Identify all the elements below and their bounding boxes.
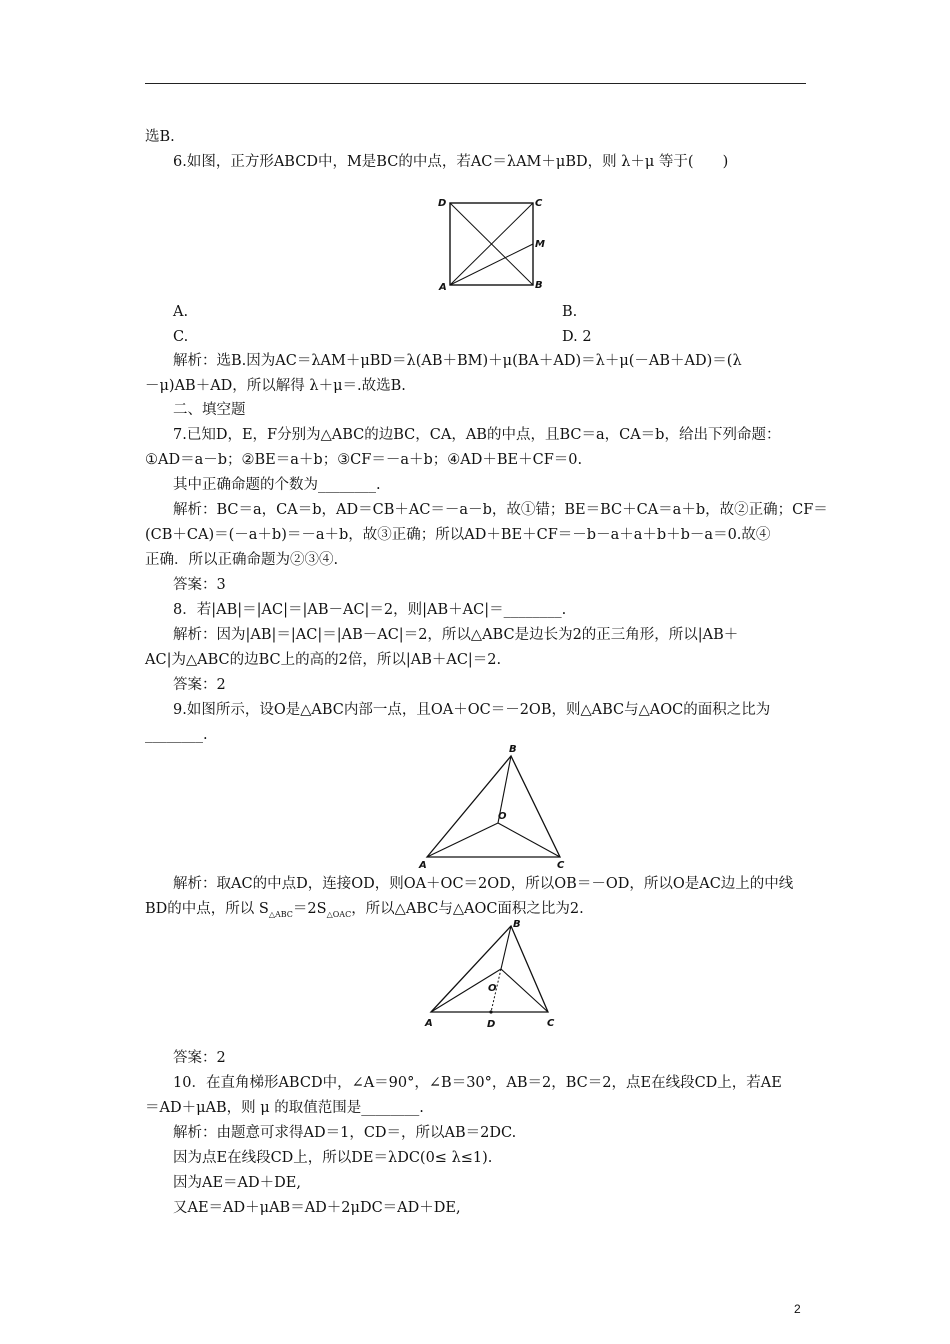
header-rule bbox=[145, 83, 806, 84]
text-line: 解析：因为|AB|＝|AC|＝|AB－AC|＝2，所以△ABC是边长为2的正三角形，所以|AB＋ bbox=[173, 627, 739, 643]
label-d: D bbox=[487, 1019, 496, 1030]
text-segment: ，所以△ABC与△AOC面积之比为2. bbox=[351, 901, 584, 917]
text-segment: ＝2S bbox=[292, 901, 327, 917]
label-d: D bbox=[438, 198, 447, 209]
subscript: △ABC bbox=[268, 909, 293, 919]
section-heading: 二、填空题 bbox=[173, 402, 246, 418]
label-b: B bbox=[513, 919, 521, 930]
answer: 答案：3 bbox=[173, 577, 226, 593]
label-o: O bbox=[488, 983, 497, 994]
text-line: 解析：取AC的中点D，连接OD，则OA＋OC＝2OD，所以OB＝－OD，所以O是AC边上的中线 bbox=[173, 876, 794, 892]
label-a: A bbox=[439, 282, 447, 293]
text-line: 解析：选B.因为AC＝λAM＋μBD＝λ(AB＋BM)＋μ(BA＋AD)＝λ＋μ(－AB＋AD)＝(λ bbox=[173, 353, 742, 369]
text-line: 正确．所以正确命题为②③④. bbox=[145, 552, 339, 568]
label-o: O bbox=[498, 811, 507, 822]
option-c: C. bbox=[173, 329, 189, 345]
question-10: 10．在直角梯形ABCD中，∠A＝90°，∠B＝30°，AB＝2，BC＝2，点E在线段CD上，若AE bbox=[173, 1075, 782, 1091]
figure-triangle-abc-o bbox=[412, 740, 577, 874]
label-a: A bbox=[419, 860, 427, 870]
label-c: C bbox=[557, 860, 565, 870]
text-line: ①AD＝a－b；②BE＝a＋b；③CF＝－a＋b；④AD＋BE＋CF＝0. bbox=[145, 452, 583, 468]
label-b: B bbox=[535, 280, 543, 291]
answer: 答案：2 bbox=[173, 677, 226, 693]
question-8: 8．若|AB|＝|AC|＝|AB－AC|＝2，则|AB＋AC|＝________. bbox=[173, 602, 567, 618]
text-line: 选B. bbox=[145, 129, 175, 145]
page-number: 2 bbox=[794, 1302, 801, 1316]
label-a: A bbox=[425, 1018, 433, 1029]
option-b: B. bbox=[562, 304, 578, 320]
text-line: 其中正确命题的个数为________. bbox=[173, 477, 381, 493]
text-line: 又AE＝AD＋μAB＝AD＋2μDC＝AD＋DE, bbox=[173, 1200, 461, 1216]
question-9: 9.如图所示，设O是△ABC内部一点，且OA＋OC＝－2OB，则△ABC与△AOC的面积之比为 bbox=[173, 702, 771, 718]
text-line: (CB＋CA)＝(－a＋b)＝－a＋b，故③正确；所以AD＋BE＋CF＝－b－a＋a＋b＋b－a＝0.故④ bbox=[145, 527, 771, 543]
subscript: △OAC bbox=[326, 909, 352, 919]
option-d: D. 2 bbox=[562, 329, 592, 345]
text-line: 因为AE＝AD＋DE, bbox=[173, 1175, 301, 1191]
label-c: C bbox=[547, 1018, 555, 1029]
text-line: ＝AD＋μAB，则 μ 的取值范围是________. bbox=[145, 1100, 424, 1116]
text-line: 解析：BC＝a，CA＝b，AD＝CB＋AC＝－a－b，故①错；BE＝BC＋CA＝a＋b，故②正确；CF＝ bbox=[173, 502, 828, 518]
label-b: B bbox=[509, 744, 517, 755]
question-6: 6.如图，正方形ABCD中，M是BC的中点，若AC＝λAM＋μBD，则 λ＋μ 等于( ) bbox=[173, 154, 729, 170]
label-c: C bbox=[535, 198, 543, 209]
text-segment: BD的中点，所以 S bbox=[145, 901, 269, 917]
text-line: AC|为△ABC的边BC上的高的2倍，所以|AB＋AC|＝2. bbox=[145, 652, 502, 668]
figure-triangle-median bbox=[420, 914, 570, 1040]
text-line: 因为点E在线段CD上，所以DE＝λDC(0≤ λ≤1). bbox=[173, 1150, 493, 1166]
figure-square-abcd bbox=[432, 190, 552, 299]
text-line: ________. bbox=[145, 727, 208, 743]
question-7: 7.已知D，E，F分别为△ABC的边BC，CA，AB的中点，且BC＝a，CA＝b，给出下列命题： bbox=[173, 427, 781, 443]
label-m: M bbox=[535, 239, 545, 250]
text-line: 解析：由题意可求得AD＝1，CD＝，所以AB＝2DC. bbox=[173, 1125, 517, 1141]
option-a: A. bbox=[173, 304, 189, 320]
answer: 答案：2 bbox=[173, 1050, 226, 1066]
text-line: －μ)AB＋AD，所以解得 λ＋μ＝.故选B. bbox=[145, 378, 406, 394]
